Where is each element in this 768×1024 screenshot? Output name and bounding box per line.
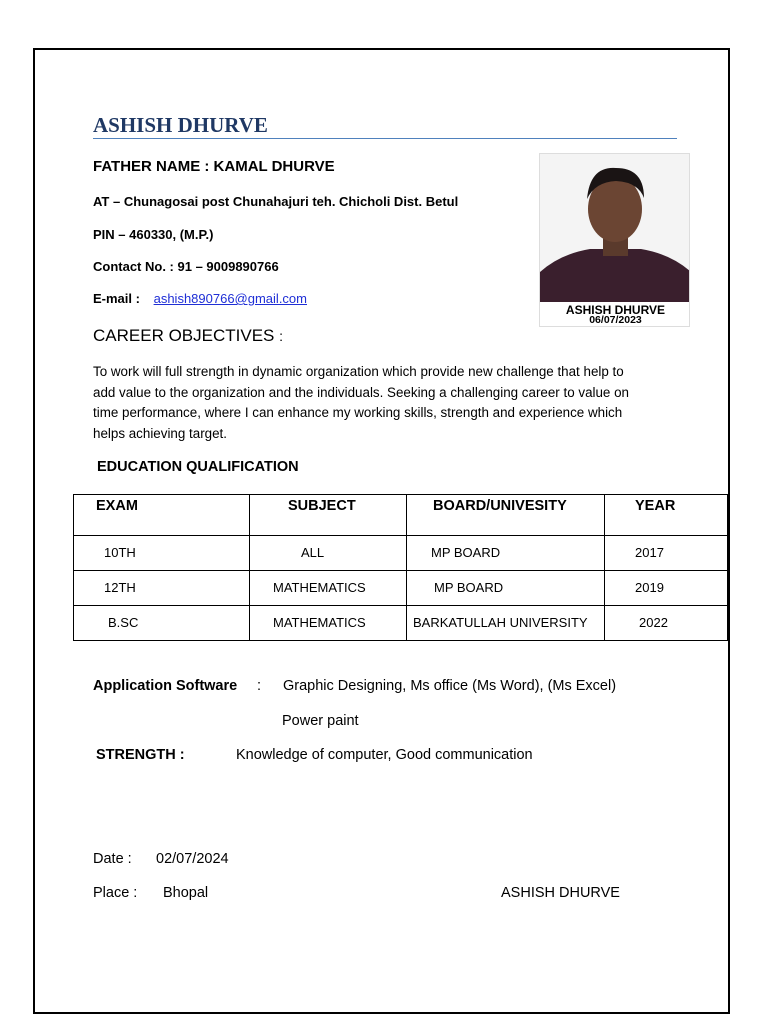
profile-photo [539,153,690,327]
career-heading-colon: : [279,328,283,344]
career-line-4: helps achieving target. [93,425,227,441]
education-table [73,494,728,641]
photo-caption-date: 06/07/2023 [589,314,642,326]
row1-exam: 10TH [104,545,136,560]
row2-exam: 12TH [104,580,136,595]
software-line-1: Graphic Designing, Ms office (Ms Word), (Ms Excel) [283,678,617,694]
header-subject: SUBJECT [288,498,356,514]
father-name: FATHER NAME : KAMAL DHURVE [93,158,335,175]
career-objectives-heading [93,326,283,346]
date-value: 02/07/2024 [156,851,229,867]
place-value: Bhopal [163,885,209,901]
contact-line: Contact No. : 91 – 9009890766 [93,259,279,274]
career-line-1: To work will full strength in dynamic organization which provide new challenge that help to [93,364,624,379]
place-label: Place : [93,885,138,901]
row1-subject: ALL [301,545,325,560]
signature-name: ASHISH DHURVE [501,885,620,901]
email-link[interactable]: ashish890766@gmail.com [153,291,307,306]
email-row [93,291,307,306]
row2-subject: MATHEMATICS [273,580,366,595]
address-line: AT – Chunagosai post Chunahajuri teh. Chicholi Dist. Betul [93,194,459,209]
table-row [74,606,728,641]
candidate-name: ASHISH DHURVE [93,113,268,137]
row3-board: BARKATULLAH UNIVERSITY [413,615,588,630]
career-line-3: time performance, where I can enhance my working skills, strength and experience which [93,405,623,421]
date-label: Date : [93,851,132,867]
strength-label: STRENGTH : [96,747,185,763]
title-underline [93,138,677,139]
table-row [74,536,728,571]
education-heading: EDUCATION QUALIFICATION [97,459,299,475]
row3-subject: MATHEMATICS [273,615,366,630]
table-row [74,571,728,606]
software-line-2: Power paint [282,713,359,729]
strength-value: Knowledge of computer, Good communication [236,747,533,763]
header-exam: EXAM [96,498,138,514]
career-line-2: add value to the organization and the individuals. Seeking a challenging career to value on [93,384,629,400]
pin-line: PIN – 460330, (M.P.) [93,227,214,242]
row1-year: 2017 [635,545,664,560]
software-label: Application Software [93,678,238,694]
row1-board: MP BOARD [431,545,501,560]
software-colon: : [257,678,262,694]
portrait-illustration [540,154,690,327]
header-board: BOARD/UNIVESITY [433,498,567,514]
row2-board: MP BOARD [434,580,504,595]
email-label: E-mail : [93,291,140,306]
career-objective-text [93,362,683,444]
photo-caption-name: ASHISH DHURVE [565,303,666,317]
table-header-row [74,495,728,536]
row3-exam: B.SC [108,615,139,630]
career-heading-text: CAREER OBJECTIVES [93,326,275,345]
header-year: YEAR [635,498,676,514]
row2-year: 2019 [635,580,664,595]
row3-year: 2022 [639,615,668,630]
